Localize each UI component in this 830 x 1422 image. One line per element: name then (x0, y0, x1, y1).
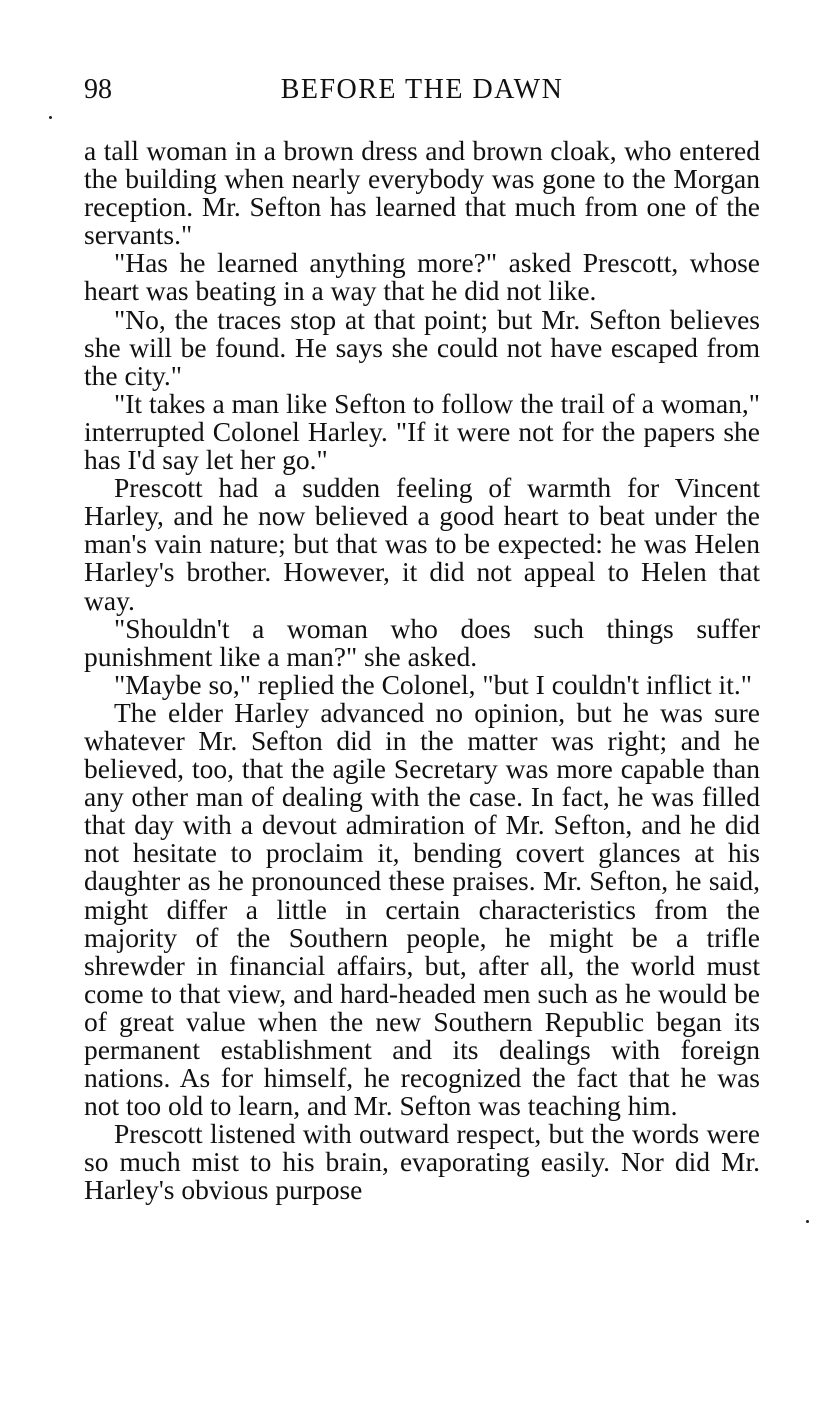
paragraph: "Shouldn't a woman who does such things suffer punishment like a man?" she asked. (84, 612, 760, 672)
running-head (84, 72, 760, 108)
paragraph: Prescott listened with outward respect, but the words were so much mist to his brain, evaporating easily. Nor did Mr. Harley's obvious purpose (84, 1118, 760, 1206)
paragraph: Prescott had a sudden feeling of warmth for Vincent Harley, and he now believed a good heart to beat under the man's vain nature; but that was to be expected: he was Helen Harley's brother. However, it did not appeal to Helen that way. (84, 472, 760, 616)
paragraph: "No, the traces stop at that point; but Mr. Sefton believes she will be found. He says she could not have escaped from the city." (84, 303, 760, 391)
print-speck (49, 116, 52, 119)
running-title: BEFORE THE DAWN (280, 74, 564, 105)
paragraph: The elder Harley advanced no opinion, but he was sure whatever Mr. Sefton did in the matter was right; and he believed, too, that the agile Secretary was more capable than any other man of dealing with the case. In fact, he was filled that day with a devout admiration of Mr. Sefton, and he did not hesitate to proclaim it, bending covert glances at his daughter as he pronounced these praises. Mr. Sefton, he said, might differ a little in certain characteristics from the majority of the Southern people, he might be a trifle shrewder in financial affairs, but, after all, the world must come to that view, and hard-headed men such as he would be of great value when the new Southern Republic began its permanent establishment and its dealings with foreign nations. As for himself, he recognized the fact that he was not too old to learn, and Mr. Sefton was teaching him. (84, 696, 760, 1122)
paragraph: "Maybe so," replied the Colonel, "but I couldn't inflict it." (114, 668, 752, 700)
paragraph: "It takes a man like Sefton to follow the trail of a woman," interrupted Colonel Harley. "If it were not for the papers she has I'd say let her go." (84, 387, 760, 476)
paragraph: "Has he learned anything more?" asked Prescott, whose heart was beating in a way that he did not like. (84, 247, 760, 307)
page-number: 98 (84, 74, 112, 105)
body-text (84, 137, 760, 1205)
print-speck (806, 1220, 809, 1223)
paragraph: a tall woman in a brown dress and brown cloak, who entered the building when nearly everybody was gone to the Morgan reception. Mr. Sefton has learned that much from one of the servants." (84, 135, 760, 251)
